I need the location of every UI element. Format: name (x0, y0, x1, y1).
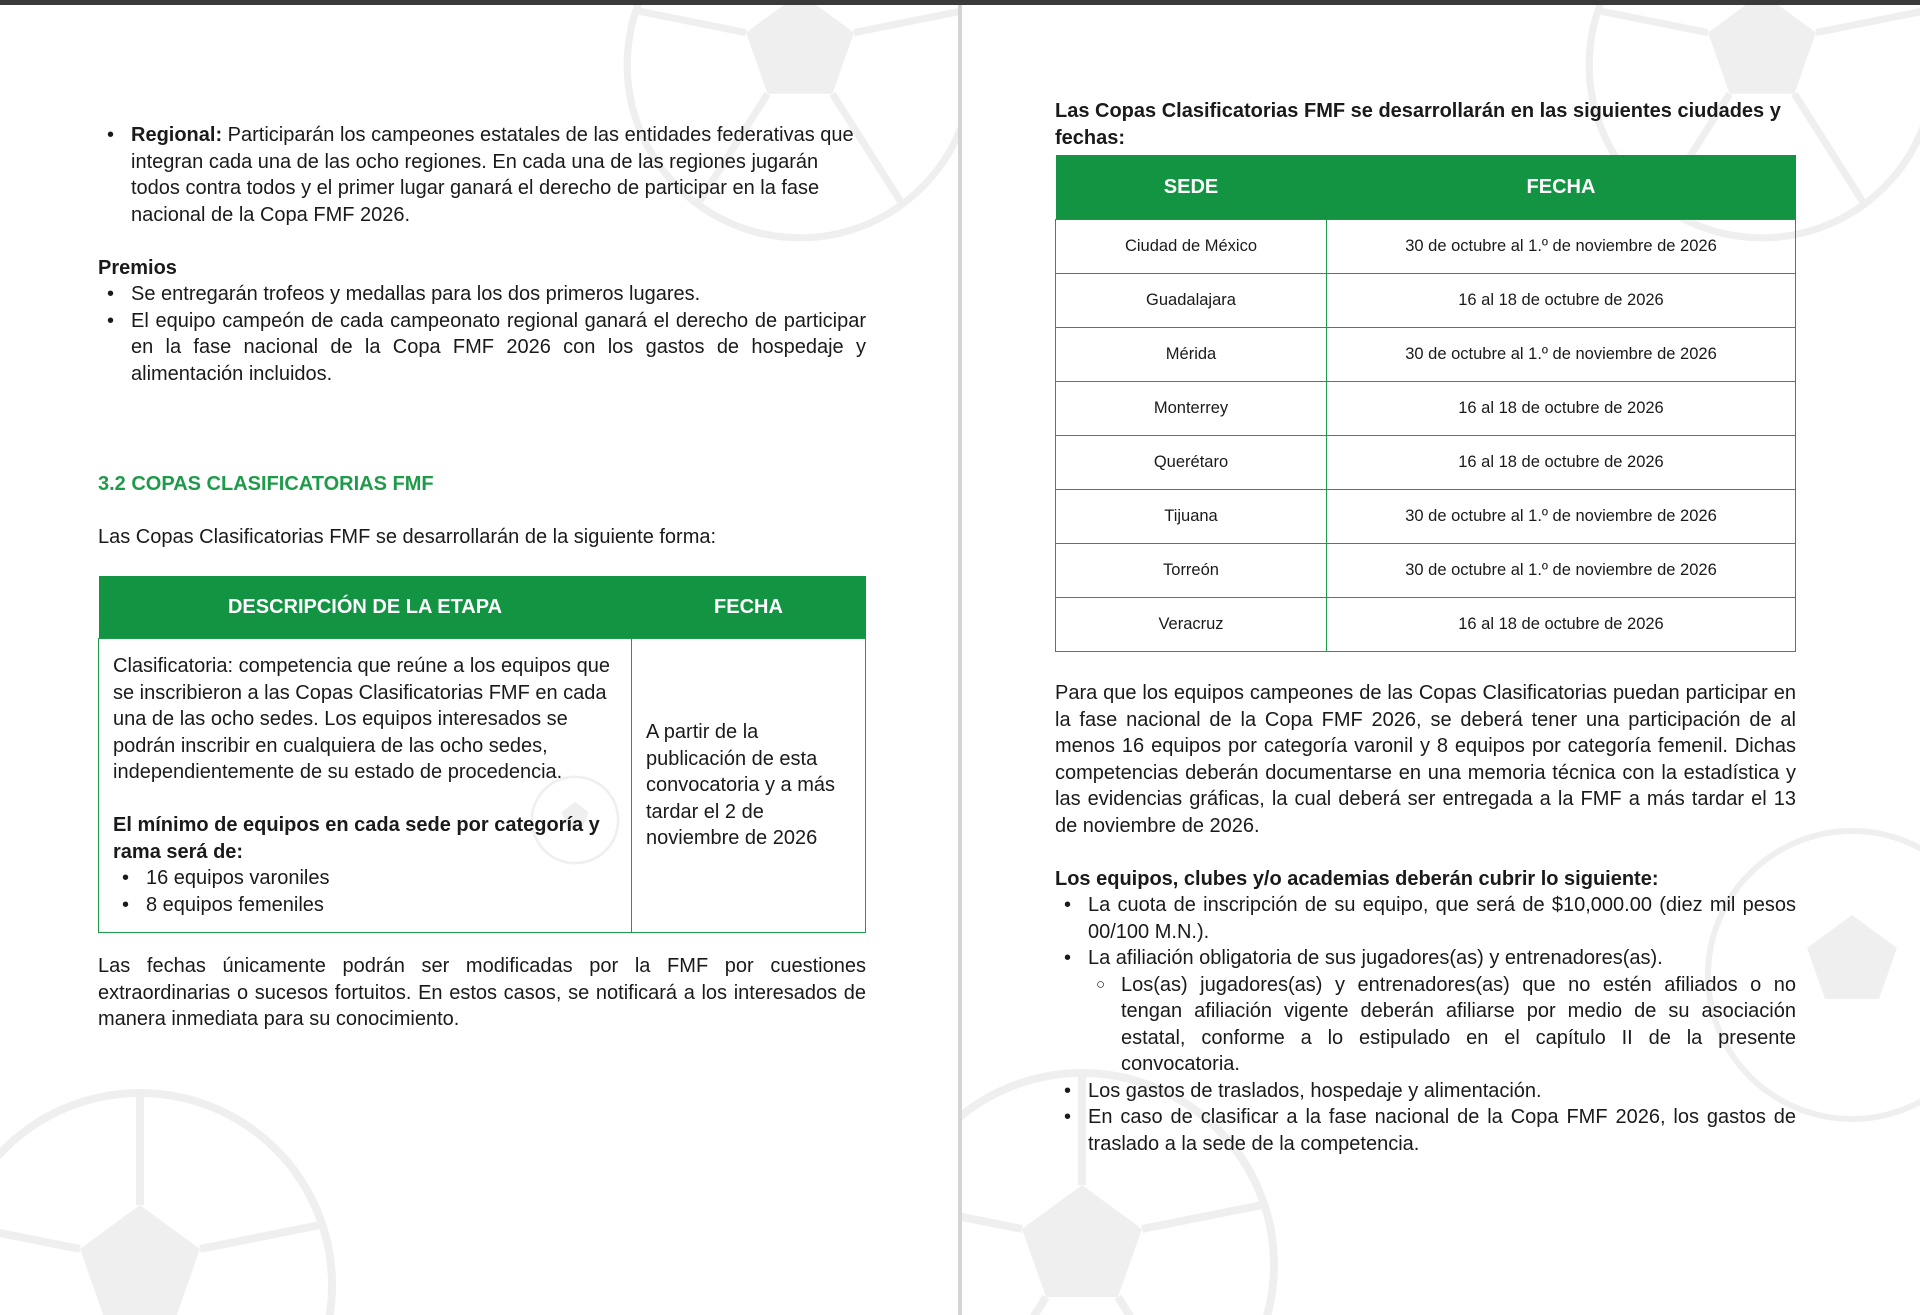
table-row (1056, 382, 1796, 436)
table-row (1056, 436, 1796, 490)
sede-cell: Monterrey (1056, 382, 1327, 436)
fecha-cell: 30 de octubre al 1.º de noviembre de 2026 (1327, 220, 1796, 274)
fecha-cell: 30 de octubre al 1.º de noviembre de 2026 (1327, 328, 1796, 382)
premios-heading: Premios (98, 256, 177, 279)
afiliacion-sublist (1088, 972, 1796, 1078)
table-row (1056, 220, 1796, 274)
section-title: 3.2 COPAS CLASIFICATORIAS FMF (98, 473, 434, 495)
participation-paragraph: Para que los equipos campeones de las Copas Clasificatorias puedan participar en la fase nacional de la Copa FMF 2026, se deberá tener una participación de al menos 16 equipos por categoría varonil y 8 equipos por categoría femenil. Dichas competencias deberán documentarse en una memoria técnica con la estadística y las evidencias gráficas, la cual deberá ser entregada a la FMF a más tardar el 13 de noviembre de 2026. (1055, 682, 1796, 837)
table-row (1056, 490, 1796, 544)
sede-table-header-sede: SEDE (1056, 155, 1327, 220)
sede-cell: Ciudad de México (1056, 220, 1327, 274)
stage-description-cell (99, 639, 632, 933)
fecha-cell: 16 al 18 de octubre de 2026 (1327, 382, 1796, 436)
regional-item (131, 122, 866, 228)
soccer-ball-watermark-icon (0, 1085, 340, 1315)
document-page-right (962, 5, 1920, 1315)
stage-description: Clasificatoria: competencia que reúne a los equipos que se inscribieron a las Copas Clasificatorias FMF en cada una de las ocho sedes. Los equipos interesados se podrán inscribir en cualquiera de las ocho sedes, independientemente de su estado de procedencia. (113, 655, 610, 783)
fecha-cell: 16 al 18 de octubre de 2026 (1327, 598, 1796, 652)
table-row (1056, 274, 1796, 328)
list-item: • La cuota de inscripción de su equipo, que será de $10,000.00 (diez mil pesos 00/100 M.N.). (1088, 892, 1796, 945)
cover-heading: Los equipos, clubes y/o academias deberán cubrir lo siguiente: (1055, 867, 1659, 890)
premios-list (98, 281, 866, 387)
regional-text: Participarán los campeones estatales de las entidades federativas que integran cada una de las ocho regiones. En cada una de las regiones jugarán todos contra todos y el primer lugar ganará el derecho de participar en la fase nacional de la Copa FMF 2026. (131, 124, 854, 226)
list-item: • 8 equipos femeniles (146, 892, 617, 919)
sede-table-header-fecha: FECHA (1327, 155, 1796, 220)
sede-cell: Guadalajara (1056, 274, 1327, 328)
cover-list (1055, 892, 1796, 1157)
regional-list (98, 122, 866, 228)
stage-table-header-description: DESCRIPCIÓN DE LA ETAPA (99, 576, 632, 639)
list-item (1088, 945, 1796, 1078)
list-item: • 16 equipos varoniles (146, 865, 617, 892)
intro-text: Las Copas Clasificatorias FMF se desarrollarán de la siguiente forma: (98, 525, 717, 548)
fecha-cell: 16 al 18 de octubre de 2026 (1327, 436, 1796, 490)
dates-note: Las fechas únicamente podrán ser modificadas por la FMF por cuestiones extraordinarias o sucesos fortuitos. En estos casos, se notificará a los interesados de manera inmediata para su conocimiento. (98, 955, 866, 1030)
list-item: ○ Los(as) jugadores(as) y entrenadores(as) que no estén afiliados o no tengan afiliación vigente deberán afiliarse por medio de su asociación estatal, conforme a lo estipulado en el capítulo II de la presente convocatoria. (1121, 972, 1796, 1078)
sede-cell: Veracruz (1056, 598, 1327, 652)
cities-heading: Las Copas Clasificatorias FMF se desarrollarán en las siguientes ciudades y fechas: (1055, 100, 1781, 149)
document-page-left (0, 5, 958, 1315)
afiliacion-text: La afiliación obligatoria de sus jugadores(as) y entrenadores(as). (1088, 947, 1663, 969)
list-item: • El equipo campeón de cada campeonato regional ganará el derecho de participar en la fase nacional de la Copa FMF 2026 con los gastos de hospedaje y alimentación incluidos. (131, 308, 866, 388)
minimum-list (113, 865, 617, 918)
sede-cell: Tijuana (1056, 490, 1327, 544)
left-page-content (98, 122, 866, 1033)
list-item: • Los gastos de traslados, hospedaje y alimentación. (1088, 1078, 1796, 1105)
right-page-content (1055, 98, 1796, 1157)
stage-date: A partir de la publicación de esta convocatoria y a más tardar el 2 de noviembre de 2026 (646, 721, 835, 850)
table-row (1056, 598, 1796, 652)
stage-table (98, 576, 866, 933)
table-row (1056, 328, 1796, 382)
stage-table-header-date: FECHA (632, 576, 866, 639)
fecha-cell: 30 de octubre al 1.º de noviembre de 2026 (1327, 490, 1796, 544)
fecha-cell: 16 al 18 de octubre de 2026 (1327, 274, 1796, 328)
sede-cell: Torreón (1056, 544, 1327, 598)
sede-cell: Querétaro (1056, 436, 1327, 490)
table-row (1056, 544, 1796, 598)
fecha-cell: 30 de octubre al 1.º de noviembre de 2026 (1327, 544, 1796, 598)
sede-table (1055, 155, 1796, 652)
list-item: • En caso de clasificar a la fase nacional de la Copa FMF 2026, los gastos de traslado a la sede de la competencia. (1088, 1104, 1796, 1157)
list-item: • Se entregarán trofeos y medallas para los dos primeros lugares. (131, 281, 866, 308)
minimum-heading: El mínimo de equipos en cada sede por categoría y rama será de: (113, 814, 600, 863)
stage-date-cell (632, 639, 866, 933)
sede-cell: Mérida (1056, 328, 1327, 382)
table-row (99, 639, 866, 933)
regional-label: Regional: (131, 124, 223, 146)
